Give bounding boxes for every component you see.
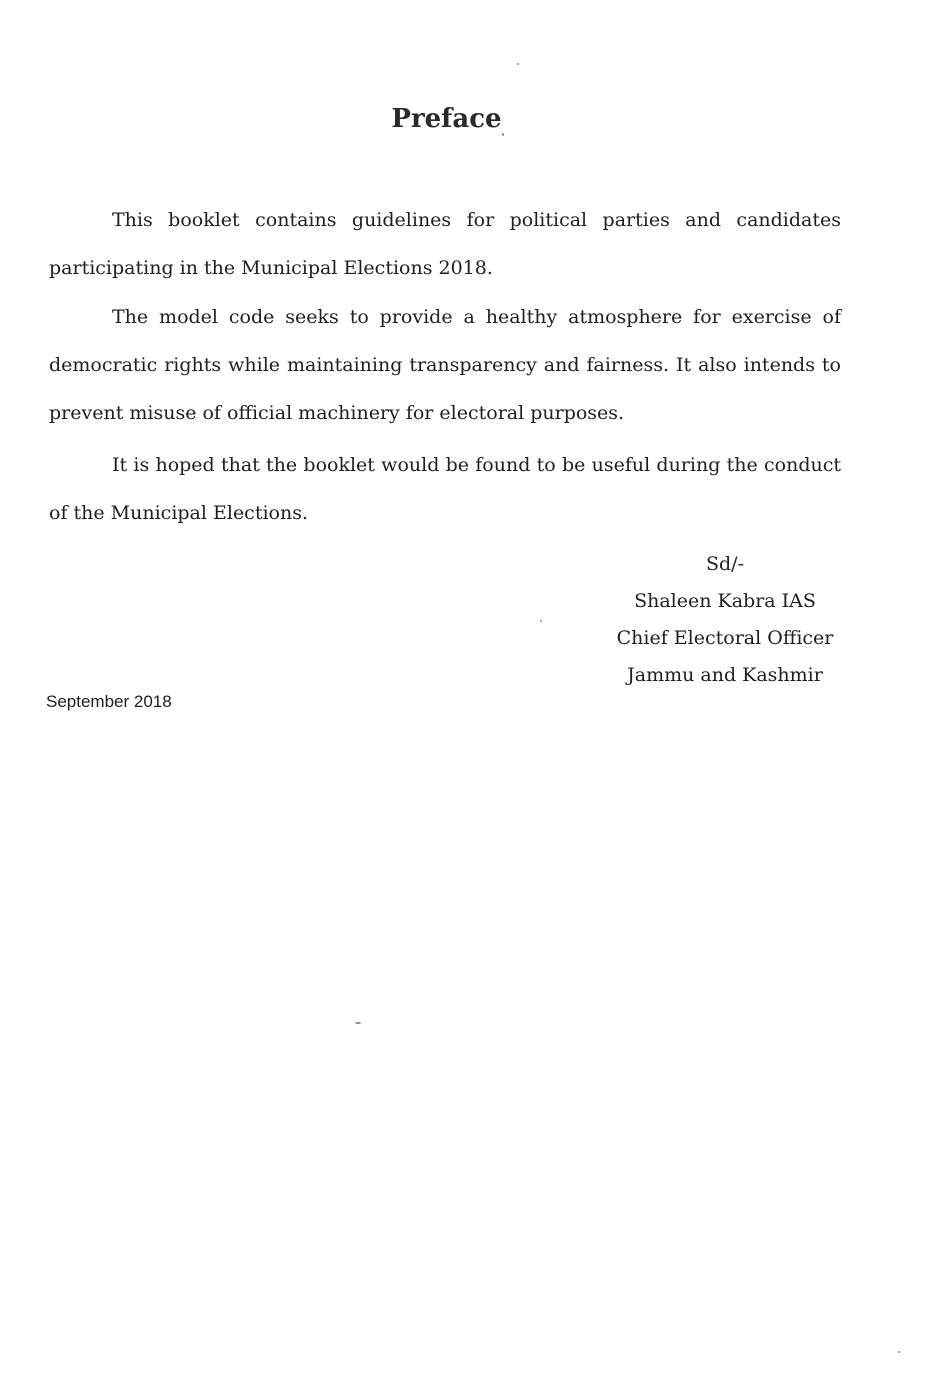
- document-date: September 2018: [46, 692, 172, 711]
- scan-speck: [517, 63, 519, 65]
- signature-block: [605, 546, 845, 694]
- signatory-name: Shaleen Kabra IAS: [634, 590, 816, 612]
- scan-speck: [355, 1022, 361, 1024]
- page-title: Preface: [391, 104, 502, 134]
- paragraph-3-container: [49, 441, 841, 537]
- scan-speck: [540, 620, 542, 622]
- signature-mark: Sd/-: [706, 553, 744, 575]
- paragraph-1-container: [49, 196, 841, 292]
- paragraph-2: The model code seeks to provide a healthy atmosphere for exercise of democratic rights while maintaining transparency and fairness. It also intends to prevent misuse of official machinery for electoral purposes.: [49, 306, 841, 424]
- scan-speck: [898, 1351, 900, 1353]
- paragraph-1: This booklet contains guidelines for political parties and candidates participating in the Municipal Elections 2018.: [49, 209, 841, 279]
- signatory-designation: Chief Electoral Officer: [616, 627, 834, 649]
- signatory-location: Jammu and Kashmir: [627, 664, 823, 686]
- scan-speck: [502, 133, 504, 136]
- paragraph-2-container: [49, 293, 841, 437]
- paragraph-3: It is hoped that the booklet would be found to be useful during the conduct of the Municipal Elections.: [49, 454, 841, 524]
